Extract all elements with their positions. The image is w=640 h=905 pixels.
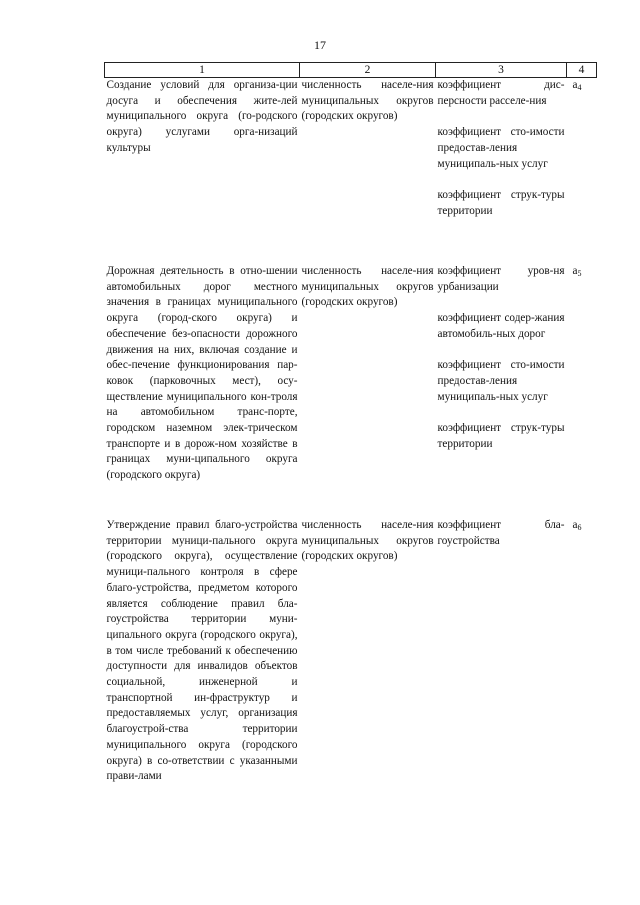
row-population: численность населе-ния муниципальных округов (городских округов): [301, 79, 434, 123]
header-cell-1: 1: [105, 63, 300, 78]
coefficient-text: коэффициент бла-гоустройства: [437, 519, 565, 547]
index-subscript: 6: [577, 523, 582, 532]
index-subscript: 5: [577, 269, 582, 278]
coefficient-text: коэффициент сто-имости предостав-ления муниципаль-ных услуг: [437, 359, 565, 403]
index-letter: а: [572, 79, 578, 91]
header-cell-4: 4: [567, 63, 597, 78]
row-coefficients: [436, 78, 567, 265]
coefficient-text: коэффициент струк-туры территории: [437, 188, 565, 217]
data-table: [104, 62, 597, 785]
row-index: [567, 518, 597, 785]
coefficient-text: коэффициент струк-туры территории: [437, 421, 565, 450]
row-description: Создание условий для организа-ции досуга и обеспечения жите-лей муниципального округа (го-родского округа) услугами орга-низаций культуры: [106, 79, 298, 154]
row-description: Утверждение правил благо-устройства территории муници-пального округа (городского округа), осуществление муници-пального контроля в сфере благо-устройства, предметом которого является соблюдение правил бла-гоустройства территории муни-ципального округа (городского округа), в том числе требований к обеспечению доступности для инвалидов объектов социальной, инженерной и транспортной ин-фраструктур и предоставляемых услуг, организация благоустрой-ства территории муниципального округа (городского округа) в со-ответствии с указанными прави-лами: [106, 519, 298, 783]
coefficient-text: коэффициент содер-жания автомобиль-ных дорог: [437, 312, 565, 340]
row-description: Дорожная деятельность в отно-шении автомобильных дорог местного значения в границах муниципального округа (город-ского округа) и обеспечение без-опасности дорожного движения на них, включая создание и обес-печение функционирования пар-ковок (парковочных мест), осу-ществление муниципального кон-троля на автомобильном транс-порте, городском наземном элек-трическом транспорте и в дорож-ном хозяйстве в границах муни-ципального округа (городского округа): [106, 265, 298, 482]
coefficient-text: коэффициент уров-ня урбанизации: [437, 265, 565, 293]
table-row: [105, 518, 597, 785]
index-subscript: 4: [577, 83, 582, 92]
row-index: [567, 78, 597, 265]
row-coefficients: [436, 264, 567, 518]
index-letter: а: [572, 519, 578, 531]
page-number: 17: [314, 38, 326, 52]
index-letter: а: [572, 265, 578, 277]
row-index: [567, 264, 597, 518]
coefficient-text: коэффициент дис-персности расселе-ния: [437, 79, 565, 107]
table-header-row: [105, 63, 597, 78]
table-row: [105, 264, 597, 518]
header-cell-3: 3: [436, 63, 567, 78]
coefficient-text: коэффициент сто-имости предостав-ления муниципаль-ных услуг: [437, 126, 565, 170]
row-population: численность населе-ния муниципальных округов (городских округов): [301, 519, 434, 563]
header-cell-2: 2: [300, 63, 436, 78]
row-coefficients: [436, 518, 567, 785]
row-population: численность населе-ния муниципальных округов (городских округов): [301, 265, 434, 309]
table-row: [105, 78, 597, 265]
